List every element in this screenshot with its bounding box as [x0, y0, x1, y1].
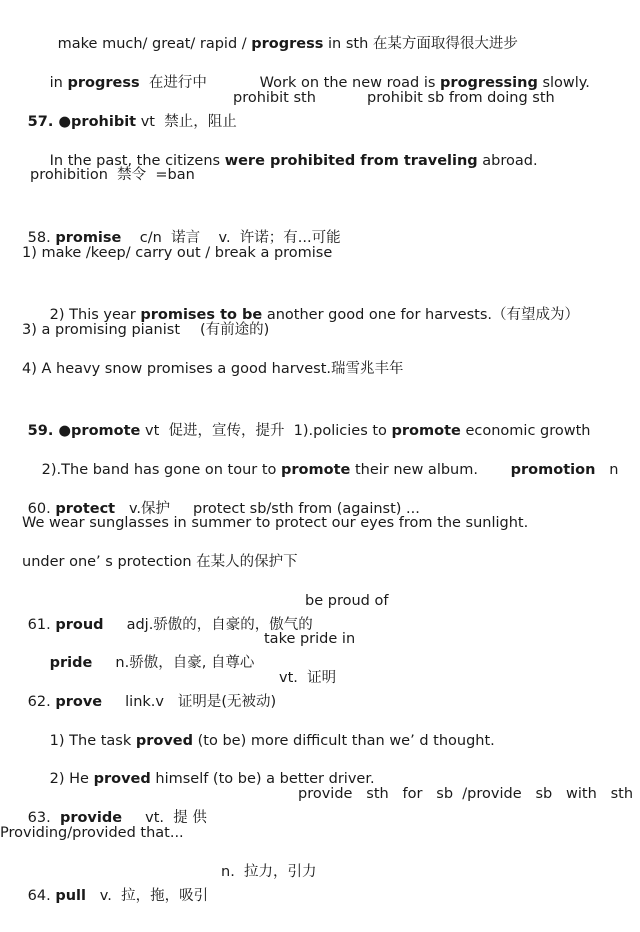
text: himself (to be) a better driver.: [150, 771, 375, 787]
keyword: promote: [391, 423, 461, 439]
usage: provide sth for sb /provide sb with sth: [298, 786, 634, 802]
definition: vt 促进，宣传，提升: [140, 423, 285, 439]
example-prohibit: [0, 125, 640, 169]
keyword: progressing: [440, 75, 538, 91]
definition: v.保护 protect sb/sth from (against) ...: [115, 501, 420, 517]
number: 63.: [27, 810, 60, 826]
text: 3) a promising pianist: [22, 322, 181, 338]
usage: take pride in: [264, 631, 356, 647]
entry-59-promote: [0, 395, 640, 439]
headword: 57. ●prohibit: [27, 114, 137, 130]
number: 62.: [27, 694, 56, 710]
text: 2) He: [49, 771, 94, 787]
definition: vt 禁止，阻止: [136, 114, 237, 130]
keyword: promotion: [510, 462, 596, 478]
line-progress-phrase: [0, 8, 640, 52]
text: 2) This year: [49, 307, 141, 323]
promise-usage-2: [0, 279, 640, 323]
text: slowly.: [537, 75, 590, 91]
entry-60-protect: [0, 473, 640, 517]
line-in-progress: [0, 47, 640, 91]
promise-usage-4: [0, 357, 640, 381]
entry-pride: [0, 627, 640, 671]
entry-64-pull: [0, 860, 640, 904]
keyword: proved: [93, 771, 151, 787]
text: Providing/provided that...: [0, 825, 184, 841]
headword: 59. ●promote: [27, 423, 141, 439]
text: 2).The band has gone on tour to: [41, 462, 282, 478]
headword: prove: [55, 694, 103, 710]
keyword: progress: [67, 75, 140, 91]
headword: provide: [59, 810, 123, 826]
definition: n.骄傲，自豪, 自尊心: [92, 655, 255, 671]
prove-example-1: [0, 705, 640, 749]
number: 61.: [27, 617, 56, 633]
text: another good one for harvests.（有望成为）: [262, 307, 579, 323]
text: 4) A heavy snow promises a good harvest.瑞雪兆丰年: [22, 361, 404, 377]
entry-57-prohibit: [0, 86, 640, 130]
definition: adj.骄傲的，自豪的，傲气的: [103, 617, 313, 633]
promote-example-2: [0, 434, 640, 478]
keyword: progress: [251, 36, 324, 52]
text: prohibition 禁令 =ban: [30, 167, 195, 183]
promise-usage-1: [0, 241, 640, 265]
text: in sth 在某方面取得很大进步: [323, 36, 518, 52]
definition: vt. 证明: [279, 670, 337, 686]
text: in: [49, 75, 68, 91]
text: make much/ great/ rapid /: [57, 36, 252, 52]
definition: v. 拉，拖，吸引: [85, 888, 209, 904]
text: 在进行中: [139, 75, 207, 91]
usage: prohibit sth: [233, 90, 316, 106]
entry-58-promise: [0, 202, 640, 246]
text: abroad.: [477, 153, 538, 169]
headword: proud: [55, 617, 104, 633]
text: We wear sunglasses in summer to protect our eyes from the sunlight.: [22, 515, 529, 531]
entry-61-proud: [0, 589, 640, 633]
keyword: promote: [281, 462, 351, 478]
usage: be proud of: [305, 593, 389, 609]
prove-example-2: [0, 743, 640, 787]
keyword: proved: [135, 733, 194, 749]
definition: n. 拉力，引力: [221, 864, 317, 880]
usage: prohibit sb from doing sth: [367, 90, 555, 106]
text: n: [595, 462, 619, 478]
text: their new album.: [350, 462, 478, 478]
headword: pride: [49, 655, 93, 671]
text: Work on the new road is: [259, 75, 441, 91]
definition: vt. 提 供: [122, 810, 207, 826]
text: (有前途的): [200, 322, 270, 338]
line-prohibition: [0, 163, 640, 187]
number: 58.: [27, 230, 56, 246]
promise-usage-3: [0, 318, 640, 342]
text: economic growth: [460, 423, 591, 439]
protection-phrase: [0, 550, 640, 574]
text: 1).policies to: [293, 423, 392, 439]
number: 60.: [27, 501, 56, 517]
text: In the past, the citizens: [49, 153, 225, 169]
number: 64.: [27, 888, 56, 904]
headword: pull: [55, 888, 86, 904]
headword: promise: [55, 230, 122, 246]
providing-phrase: [0, 821, 640, 845]
text: 1) The task: [49, 733, 136, 749]
keyword: were prohibited from traveling: [224, 153, 478, 169]
protect-example: [0, 511, 640, 535]
text: 1) make /keep/ carry out / break a promise: [22, 245, 333, 261]
text: under one’ s protection 在某人的保护下: [22, 554, 298, 570]
text: (to be) more difficult than we’ d thought.: [193, 733, 495, 749]
definition: link.v 证明是(无被动): [102, 694, 277, 710]
entry-62-prove: [0, 666, 640, 710]
entry-63-provide: [0, 782, 640, 826]
definition: c/n 诺言 v. 许诺；有...可能: [121, 230, 341, 246]
keyword: promises to be: [140, 307, 263, 323]
headword: protect: [55, 501, 116, 517]
